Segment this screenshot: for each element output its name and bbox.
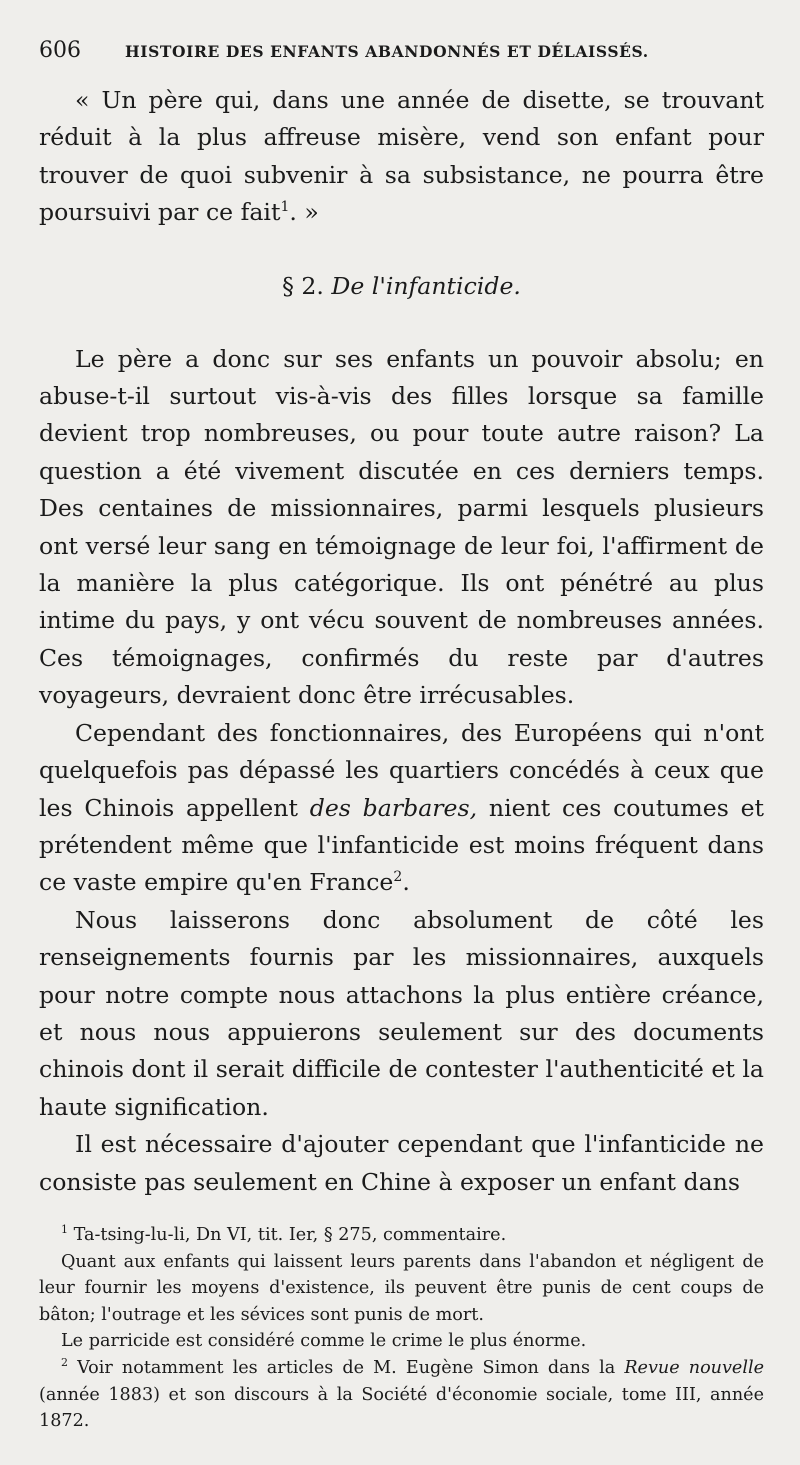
footnote-text: Ta-tsing-lu-li, Dn VI, tit. Ier, § 275, commentaire. [73, 1224, 507, 1245]
page-number: 606 [39, 38, 81, 63]
section-heading [39, 271, 764, 301]
section-title: De l'infanticide. [331, 271, 521, 300]
paragraph-text: . » [289, 198, 319, 227]
footnote-1-continued: Quant aux enfants qui laissent leurs parents dans l'abandon et négligent de leur fournir les moyens d'existence, ils peuvent être punis de cent coups de bâton; l'outrage et les sévices sont punis de mort. [39, 1251, 764, 1325]
paragraph-text: Cependant des fonctionnaires, des Européens qui n'ont quelquefois pas dépassé les quartiers concédés à ceux que les Chinois appellent [39, 718, 764, 822]
journal-title: Revue nouvelle [624, 1357, 765, 1378]
footnote-text: (année 1883) et son discours à la Société d'économie sociale, tome III, année 1872. [39, 1384, 764, 1432]
footnote-mark: 1 [61, 1222, 68, 1236]
paragraph-quote [39, 82, 764, 232]
paragraph: Le père a donc sur ses enfants un pouvoir absolu; en abuse-t-il surtout vis-à-vis des filles lorsque sa famille devient trop nombreuses, ou pour toute autre raison? La question a été vivement discutée en ces derniers temps. Des centaines de missionnaires, parmi lesquels plusieurs ont versé leur sang en témoignage de leur foi, l'affirment de la manière la plus catégorique. Ils ont pénétré au plus intime du pays, y ont vécu souvent de nombreuses années. Ces témoignages, confirmés du reste par d'autres voyageurs, devraient donc être irrécusables. [39, 344, 764, 710]
paragraph: Il est nécessaire d'ajouter cependant que l'infanticide ne consiste pas seulement en Chine à exposer un enfant dans [39, 1130, 764, 1196]
body-text [39, 82, 764, 1201]
paragraph-text: nient ces coutumes et prétendent même que l'infanticide est moins fréquent dans ce vaste empire qu'en France [39, 793, 765, 897]
italic-phrase: des barbares, [309, 793, 478, 822]
running-title: HISTOIRE DES ENFANTS ABANDONNÉS ET DÉLAISSÉS. [125, 42, 649, 61]
footnote-text: Voir notamment les articles de M. Eugène Simon dans la [77, 1357, 616, 1378]
running-head [39, 38, 764, 74]
footnote-2 [39, 1355, 764, 1435]
footnotes [39, 1222, 764, 1435]
footnote-ref: 1 [280, 199, 290, 216]
paragraph-text: « Un père qui, dans une année de disette, se trouvant réduit à la plus affreuse misère, vend son enfant pour trouver de quoi subvenir à sa subsistance, ne pourra être poursuivi par ce fait [39, 86, 764, 227]
section-number: § 2. [282, 271, 324, 300]
paragraph-text: . [402, 868, 410, 897]
paragraph: Nous laisserons donc absolument de côté les renseignements fournis par les missionnaires, auxquels pour notre compte nous attachons la plus entière créance, et nous nous appuierons seulement sur des documents chinois dont il serait difficile de contester l'authenticité et la haute signification. [39, 905, 764, 1121]
paragraph [39, 715, 764, 902]
footnote-1 [39, 1222, 764, 1249]
footnote-1-continued: Le parricide est considéré comme le crime le plus énorme. [61, 1331, 587, 1352]
footnote-ref: 2 [393, 869, 403, 886]
footnote-mark: 2 [61, 1355, 68, 1369]
